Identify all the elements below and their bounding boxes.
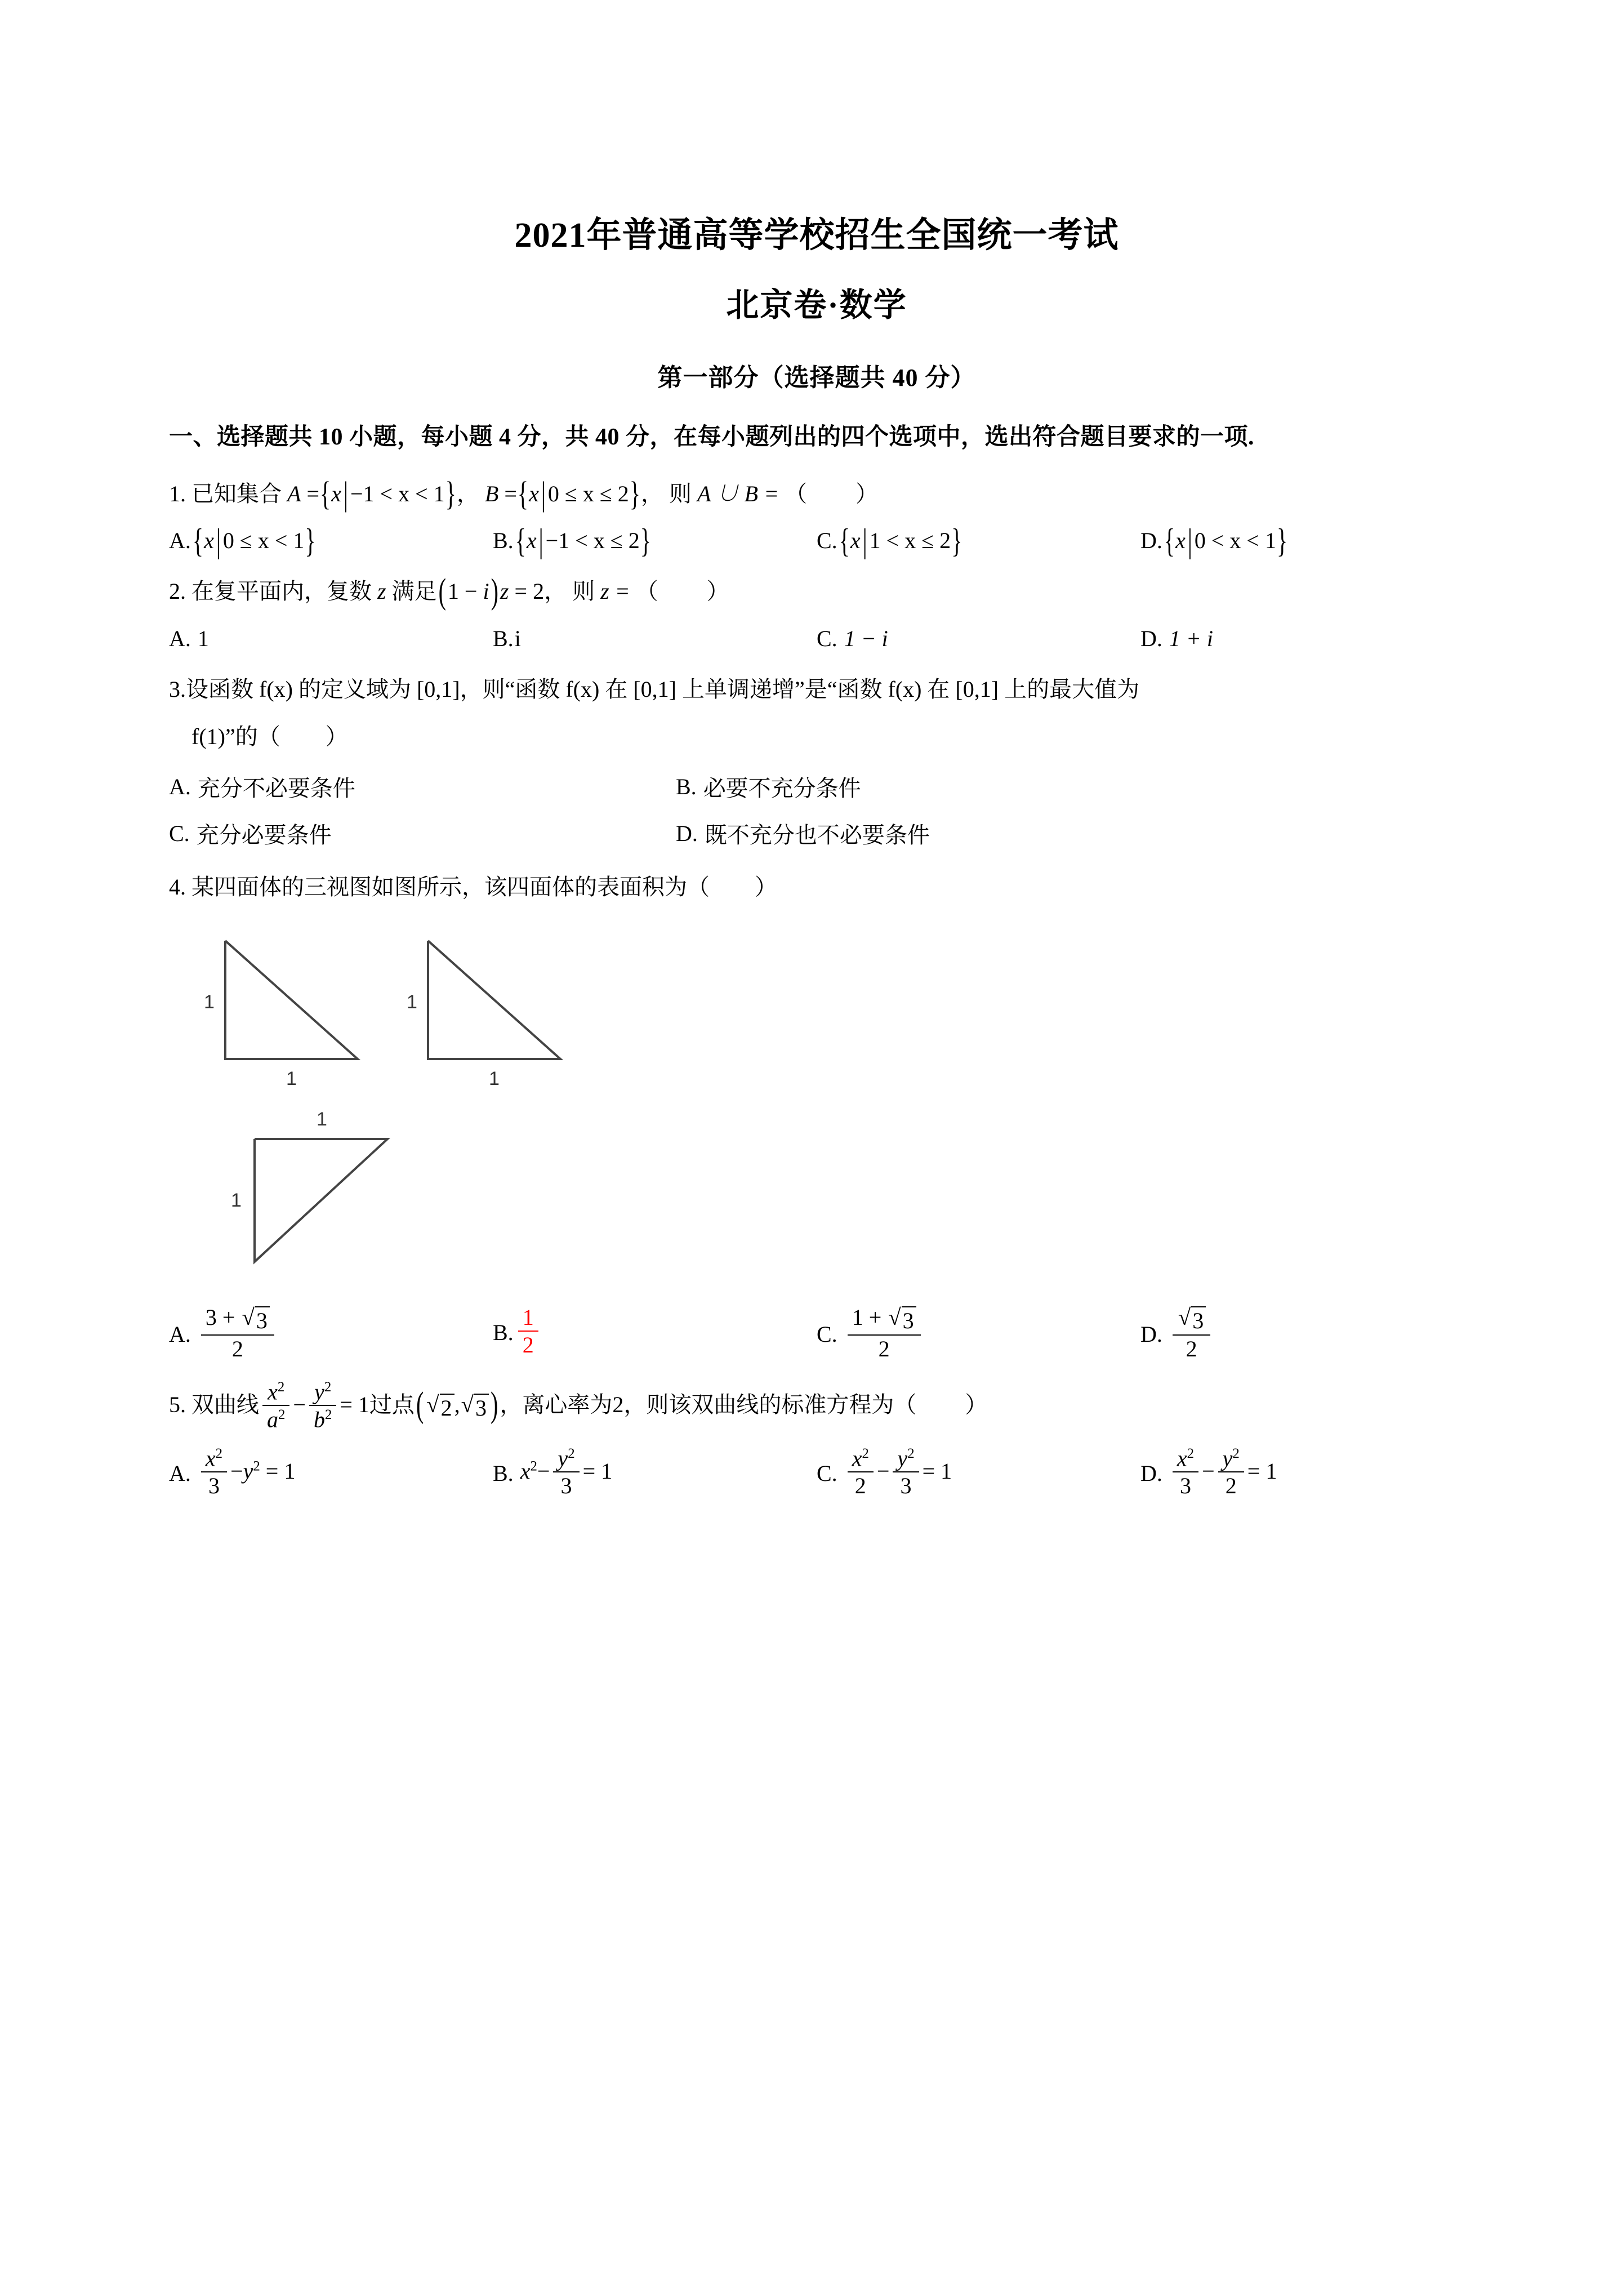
equals-sign-2: =: [504, 481, 517, 507]
question-2-options: [169, 625, 1464, 652]
right-brace-icon: }: [629, 474, 640, 513]
side-view-base-label: 1: [489, 1067, 500, 1089]
section-instructions: 一、选择题共 10 小题，每小题 4 分，共 40 分，在每小题列出的四个选项中，选出符合题目要求的一项.: [169, 424, 1255, 450]
option-text: 1 < x ≤ 2: [869, 528, 951, 554]
option-4-b[interactable]: [493, 1304, 817, 1358]
option-label: A.: [169, 528, 191, 554]
question-4-number: 4.: [169, 874, 186, 900]
question-1-stem-prefix: 已知集合: [191, 481, 282, 507]
option-3-c[interactable]: [169, 817, 676, 849]
option-1-b[interactable]: [493, 522, 817, 560]
question-1-union-expr: A ∪ B =: [697, 481, 779, 507]
option-1-a[interactable]: [169, 522, 493, 560]
option-label: D.: [1140, 528, 1162, 554]
question-3-line1: 设函数 f(x) 的定义域为 [0,1]，则“函数 f(x) 在 [0,1] 上单调递增”是“函数 f(x) 在 [0,1] 上的最大值为: [186, 676, 1140, 702]
question-1-set-a-cond: −1 < x < 1: [350, 481, 445, 507]
question-1-then: 则: [669, 481, 692, 507]
option-text: 1 + i: [1169, 625, 1213, 651]
front-view-base-label: 1: [286, 1067, 297, 1089]
option-label: A.: [169, 773, 191, 799]
front-view-triangle: [204, 941, 358, 1089]
question-2-stem-mid: 满足: [391, 579, 437, 604]
option-2-c[interactable]: [817, 625, 1140, 652]
option-label: B.: [493, 625, 514, 651]
option-text: 既不充分也不必要条件: [704, 822, 930, 848]
question-5-stem-prefix: 双曲线: [191, 1392, 259, 1417]
option-text: 0 < x < 1: [1194, 528, 1276, 554]
option-set: { x | 0 < x < 1 }: [1164, 522, 1288, 560]
right-brace-icon: }: [445, 474, 456, 513]
option-text: 1 − i: [844, 625, 888, 651]
question-4-stem: [169, 869, 1464, 906]
option-expression: $\frac{x^2}{3}$ − $\frac{y^2}{2}$ = 1: [1169, 1448, 1277, 1499]
option-expression: $x^2-$ $\frac{y^2}{3}$ = 1: [520, 1445, 613, 1498]
fraction-denominator: 2: [1173, 1334, 1210, 1361]
page-content: [169, 214, 1464, 1518]
option-4-a[interactable]: [169, 1304, 493, 1362]
option-2-d[interactable]: [1140, 625, 1464, 652]
option-label: C.: [817, 625, 837, 651]
option-label: A.: [169, 1460, 191, 1486]
vertical-bar-icon: |: [541, 474, 546, 513]
fraction-numerator: 1 + √ 3: [848, 1306, 921, 1334]
option-set: { x | −1 < x ≤ 2 }: [515, 522, 651, 560]
option-text: 0 ≤ x < 1: [222, 528, 305, 554]
option-label: B.: [493, 528, 514, 554]
option-1-d[interactable]: [1140, 522, 1464, 560]
option-text: i: [514, 625, 521, 651]
option-expression: $\frac{x^2}{2}$ − $\frac{y^2}{3}$ = 1: [844, 1448, 952, 1499]
answer-blank: （ ）: [635, 579, 729, 604]
option-text: 必要不充分条件: [703, 775, 861, 801]
option-text: −1 < x ≤ 2: [545, 528, 640, 554]
option-label: B.: [493, 1319, 514, 1345]
question-1-stem: 1. 已知集合 A = { x | −1 < x < 1 } ， B = { x | 0 ≤ x ≤ 2 } ， 则 A ∪ B = （ ）: [169, 475, 1464, 513]
option-label: D.: [676, 820, 698, 846]
option-text: 充分必要条件: [196, 822, 332, 848]
option-text: 充分不必要条件: [197, 775, 355, 801]
option-set: { x | 0 ≤ x < 1 }: [192, 522, 316, 560]
top-view-triangle: [231, 1109, 387, 1262]
option-fraction: [1173, 1306, 1210, 1361]
fraction-numerator: 3 + √ 3: [201, 1306, 274, 1334]
question-5-number: 5.: [169, 1392, 186, 1417]
set-a-builder: [319, 475, 457, 513]
question-4-options: [169, 1304, 1464, 1362]
question-4-stem-text: 某四面体的三视图如图所示，该四面体的表面积为（ ）: [191, 874, 777, 900]
question-2: [169, 573, 1464, 651]
question-3-number: 3.: [169, 676, 186, 702]
question-2-stem-prefix: 在复平面内，复数: [191, 579, 372, 604]
option-expression: $\frac{x^2}{3}$ $-y^2 = 1$: [198, 1448, 295, 1499]
fraction-numerator: 1: [522, 1304, 534, 1330]
option-label: C.: [817, 1460, 837, 1486]
question-2-var: z: [377, 579, 386, 604]
option-label: D.: [1140, 1460, 1162, 1486]
option-fraction: [848, 1306, 921, 1361]
question-3-stem-line-1: [169, 671, 1464, 708]
part-one-title: 第一部分（选择题共 40 分）: [657, 364, 976, 391]
question-2-then: 则: [572, 579, 595, 604]
question-1-options: [169, 522, 1464, 560]
answer-blank: （ ）: [785, 481, 879, 507]
question-1-number: 1.: [169, 481, 186, 507]
option-set: { x | 1 < x ≤ 2 }: [839, 522, 962, 560]
option-label: C.: [817, 528, 837, 554]
option-label: C.: [817, 1321, 837, 1347]
option-label: B.: [493, 1460, 514, 1486]
side-view-height-label: 1: [407, 991, 417, 1013]
question-5-eccentricity: 2: [612, 1392, 624, 1417]
option-label: A.: [169, 625, 191, 651]
set-b-builder: [517, 475, 641, 513]
question-2-number: 2.: [169, 579, 186, 604]
question-1-set-a-name: A: [287, 481, 301, 507]
option-label: B.: [676, 773, 697, 799]
top-view-height-label: 1: [231, 1189, 242, 1211]
three-view-diagram: [191, 918, 755, 1290]
question-5-ecc-label: 离心率为: [522, 1392, 613, 1417]
question-4: [169, 869, 1464, 1362]
question-5-stem: 5. 双曲线 $\frac{x^2}{a^2}$ − $\frac{y^2}{b^2}$ = 1过点( √ 2 , √ 3 )，离心率为2，则该双曲线的标准方程为（ ）: [169, 1379, 988, 1432]
question-3-options-row-2: [169, 817, 1464, 849]
question-5-options: [169, 1445, 1464, 1499]
left-brace-icon: {: [320, 474, 331, 513]
question-3-line2: f(1)”的（ ）: [191, 724, 348, 750]
document-subtitle: 北京卷·数学: [726, 286, 907, 323]
question-2-stem: 2. 在复平面内，复数 z 满足(1 − i)z = 2， 则 z = （ ）: [169, 571, 729, 612]
question-2-equation: (1 − i)z = 2: [438, 571, 545, 612]
set-b-var: x: [529, 481, 539, 507]
top-view-width-label: 1: [317, 1108, 327, 1130]
option-3-d[interactable]: [676, 817, 1183, 849]
option-label: D.: [1140, 625, 1162, 651]
question-5: [169, 1381, 1464, 1499]
set-a-var: x: [331, 481, 341, 507]
left-brace-icon: {: [517, 474, 529, 513]
front-view-height-label: 1: [204, 991, 215, 1013]
question-1: [169, 474, 1464, 560]
question-1-set-b-name: B: [484, 481, 499, 507]
option-3-b[interactable]: [676, 771, 1183, 803]
question-5-point: ( √ 2 , √ 3 ): [416, 1384, 498, 1425]
option-3-a[interactable]: [169, 771, 676, 803]
question-3: [169, 671, 1464, 849]
question-3-stem-line-2: [169, 718, 1464, 755]
option-text: 1: [197, 625, 209, 651]
option-5-a[interactable]: [169, 1445, 493, 1499]
fraction-denominator: 2: [848, 1334, 921, 1361]
option-fraction: [201, 1306, 274, 1361]
option-label: C.: [169, 820, 190, 846]
option-5-d[interactable]: [1140, 1445, 1464, 1499]
equals-sign: =: [306, 481, 319, 507]
question-5-equation: $\frac{x^2}{a^2}$ − $\frac{y^2}{b^2}$ = 1: [259, 1392, 369, 1417]
side-view-triangle: [407, 941, 560, 1089]
fraction-denominator: 2: [518, 1331, 538, 1357]
option-fraction: [518, 1306, 538, 1357]
question-2-tail: z =: [600, 579, 630, 604]
option-1-c[interactable]: [817, 522, 1140, 560]
question-3-options-row-1: [169, 771, 1464, 803]
option-5-b[interactable]: [493, 1445, 817, 1499]
option-5-c[interactable]: [817, 1445, 1140, 1499]
question-5-stem-tail: 则该双曲线的标准方程为（ ）: [646, 1392, 988, 1417]
question-5-stem-mid: 过点: [369, 1392, 415, 1417]
vertical-bar-icon: |: [343, 474, 348, 513]
option-4-d[interactable]: [1140, 1304, 1464, 1362]
option-2-a[interactable]: [169, 625, 493, 652]
option-2-b[interactable]: [493, 625, 817, 652]
option-label: D.: [1140, 1321, 1162, 1347]
fraction-denominator: 2: [201, 1334, 274, 1361]
document-title: 2021年普通高等学校招生全国统一考试: [514, 216, 1119, 255]
option-4-c[interactable]: [817, 1304, 1140, 1362]
option-label: A.: [169, 1321, 191, 1347]
question-1-set-b-cond: 0 ≤ x ≤ 2: [547, 481, 629, 507]
fraction-numerator: √ 3: [1173, 1306, 1210, 1334]
